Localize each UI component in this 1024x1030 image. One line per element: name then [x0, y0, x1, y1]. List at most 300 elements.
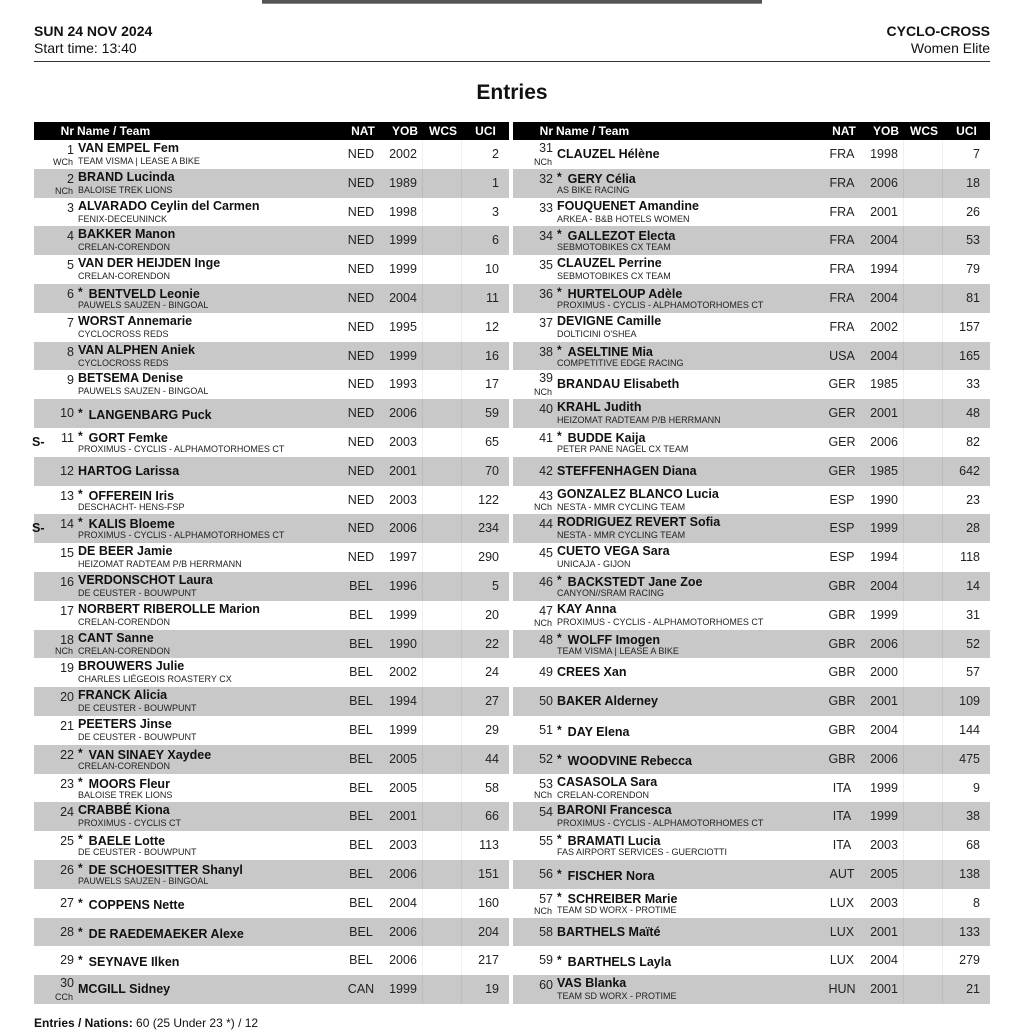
rider-name: BARTHELS Maïté — [557, 924, 661, 939]
u23-marker: * — [557, 953, 562, 968]
cell-yob: 2005 — [384, 745, 423, 774]
col-header-name-team: Name / Team — [556, 124, 630, 138]
cell-wcs — [423, 140, 462, 169]
bib-number: 56 — [539, 866, 553, 881]
title-holder-badge: NCh — [54, 185, 73, 196]
rider-name-line — [557, 775, 657, 789]
cell-wcs — [904, 975, 943, 1004]
cell-yob: 2001 — [865, 687, 904, 716]
rider-name: BACKSTEDT Jane Zoe — [567, 574, 703, 589]
table-row — [34, 428, 509, 457]
cell-uci: 10 — [485, 262, 499, 277]
table-row — [34, 687, 509, 716]
discipline: CYCLO-CROSS — [886, 23, 990, 39]
rider-name-line — [557, 487, 719, 501]
cell-nat: NED — [347, 463, 375, 478]
cell-name-team — [74, 687, 338, 716]
cell-uci: 9 — [973, 780, 980, 795]
rider-name: VAN ALPHEN Aniek — [78, 342, 195, 357]
entries-table-left — [34, 122, 509, 1004]
table-row — [513, 370, 990, 399]
cell-nr — [34, 716, 74, 745]
cell-nat: LUX — [829, 895, 855, 910]
cell-uci: 133 — [959, 924, 980, 939]
cell-name-team — [553, 169, 819, 198]
cell-yob: 1998 — [865, 140, 904, 169]
entries-table-right — [513, 122, 990, 1004]
cell-nr — [513, 889, 553, 918]
page-title: Entries — [476, 81, 548, 104]
cell-name-team — [553, 198, 819, 227]
cell-nat: LUX — [829, 924, 855, 939]
cell-wcs — [904, 313, 943, 342]
cell-nat: NED — [347, 147, 375, 161]
col-header-nr: Nr — [539, 124, 553, 138]
cell-nr — [34, 630, 74, 659]
cell-yob: 1994 — [865, 543, 904, 572]
u23-marker: * — [78, 924, 83, 939]
bib-number: 24 — [60, 805, 74, 820]
cell-yob: 2005 — [384, 774, 423, 803]
rider-name-line — [557, 832, 661, 848]
rider-name-line — [78, 602, 260, 616]
cell-name-team — [553, 457, 819, 486]
cell-wcs — [904, 169, 943, 198]
cell-yob: 1997 — [384, 543, 423, 572]
cell-nr — [513, 514, 553, 543]
cell-nat: NED — [347, 492, 375, 507]
col-header-wcs: WCS — [429, 124, 457, 138]
cell-wcs — [904, 918, 943, 947]
team-name: CYCLOCROSS REDS — [78, 357, 169, 368]
cell-yob: 2003 — [384, 428, 423, 457]
cell-wcs — [904, 745, 943, 774]
cell-yob: 2003 — [865, 831, 904, 860]
cell-yob: 2006 — [865, 630, 904, 659]
cell-wcs — [423, 918, 462, 947]
team-name: HEIZOMAT RADTEAM P/B HERRMANN — [557, 415, 721, 426]
table-row — [513, 140, 990, 169]
bib-number: 36 — [539, 286, 553, 301]
rider-name: VAS Blanka — [557, 976, 627, 991]
cell-name-team — [74, 313, 338, 342]
cell-wcs — [904, 889, 943, 918]
u23-marker: * — [557, 342, 562, 357]
cell-nat: GER — [828, 377, 856, 392]
rider-name: FOUQUENET Amandine — [557, 198, 699, 213]
cell-yob: 2004 — [384, 889, 423, 918]
team-name: SEBMOTOBIKES CX TEAM — [557, 271, 671, 282]
cell-uci: 6 — [492, 233, 499, 248]
cell-nr — [34, 802, 74, 831]
cell-yob: 1999 — [865, 774, 904, 803]
rider-name-line — [557, 890, 677, 906]
table-body — [34, 140, 509, 1004]
cell-wcs — [904, 601, 943, 630]
cell-uci: 48 — [966, 406, 980, 421]
cell-nat: ITA — [832, 838, 852, 853]
cell-uci: 19 — [485, 982, 499, 997]
rider-name-line — [557, 199, 699, 213]
rider-name: DE BEER Jamie — [78, 544, 173, 559]
team-name: TEAM VISMA | LEASE A BIKE — [557, 645, 679, 656]
cell-nat: NED — [347, 406, 375, 421]
rider-name-line — [78, 775, 170, 791]
bib-number: 22 — [60, 747, 74, 762]
cell-uci: 165 — [959, 348, 980, 363]
cell-name-team — [553, 745, 819, 774]
team-name: PROXIMUS - CYCLIS - ALPHAMOTORHOMES CT — [557, 299, 764, 310]
cell-yob: 1994 — [865, 255, 904, 284]
team-name: PAUWELS SAUZEN - BINGOAL — [78, 299, 209, 310]
cell-yob: 2004 — [865, 946, 904, 975]
cell-nr — [513, 342, 553, 371]
cell-wcs — [904, 687, 943, 716]
rider-name: BETSEMA Denise — [78, 371, 184, 386]
team-name: DE CEUSTER - BOUWPUNT — [78, 703, 197, 714]
bib-number: 48 — [539, 632, 553, 647]
cell-uci: 29 — [485, 722, 499, 737]
cell-uci: 109 — [959, 694, 980, 709]
u23-marker: * — [557, 722, 562, 737]
cell-nr — [513, 226, 553, 255]
rider-name: BARTHELS Layla — [567, 955, 672, 970]
team-name: FAS AIRPORT SERVICES - GUERCIOTTI — [557, 847, 728, 858]
cell-yob: 1993 — [384, 370, 423, 399]
bib-number: 40 — [539, 402, 553, 417]
team-name: PAUWELS SAUZEN - BINGOAL — [78, 875, 209, 886]
cell-yob: 2006 — [384, 918, 423, 947]
rider-name: GORT Femke — [88, 430, 168, 445]
team-name: AS BIKE RACING — [557, 184, 630, 195]
cell-name-team — [74, 745, 338, 774]
cell-name-team — [553, 428, 819, 457]
cell-name-team — [553, 284, 819, 313]
rider-name: KALIS Bloeme — [88, 517, 175, 532]
cell-nr — [513, 860, 553, 889]
cell-name-team — [553, 342, 819, 371]
title-holder-badge: NCh — [533, 502, 552, 513]
start-time: Start time: 13:40 — [34, 40, 137, 56]
cell-nat: BEL — [349, 722, 373, 737]
cell-uci: 18 — [966, 175, 980, 190]
col-header-nr: Nr — [60, 124, 74, 138]
cell-wcs — [423, 601, 462, 630]
cell-wcs — [904, 399, 943, 428]
cell-name-team — [553, 313, 819, 342]
rider-name-line — [557, 946, 819, 975]
title-holder-badge: NCh — [533, 790, 552, 801]
cell-name-team — [74, 140, 338, 169]
cell-name-team — [553, 975, 819, 1004]
cell-uci: 290 — [478, 550, 499, 565]
rider-name: CASASOLA Sara — [557, 774, 658, 789]
title-holder-badge: NCh — [533, 387, 552, 398]
cell-wcs — [904, 226, 943, 255]
cell-nat: BEL — [349, 866, 373, 881]
rider-name: OFFEREIN Iris — [88, 488, 175, 503]
cell-nat: GBR — [828, 665, 856, 680]
cell-yob: 2003 — [865, 889, 904, 918]
bib-number: 16 — [60, 574, 74, 589]
cell-wcs — [904, 457, 943, 486]
rider-name: COPPENS Nette — [88, 897, 185, 912]
cell-uci: 24 — [485, 665, 499, 680]
rider-name-line — [78, 544, 172, 558]
bib-number: 20 — [60, 690, 74, 705]
rider-name-line — [557, 687, 819, 716]
rider-name: RODRIGUEZ REVERT Sofia — [557, 515, 721, 530]
cell-yob: 1998 — [384, 198, 423, 227]
cell-yob: 1999 — [384, 601, 423, 630]
team-name: SEBMOTOBIKES CX TEAM — [557, 242, 671, 253]
table-row — [34, 370, 509, 399]
rider-name-line — [557, 544, 670, 558]
bib-number: 17 — [60, 603, 74, 618]
rider-name: BENTVELD Leonie — [88, 286, 200, 301]
u23-marker: * — [557, 227, 562, 242]
event-date-block — [34, 23, 152, 57]
team-name: CYCLOCROSS REDS — [78, 328, 169, 339]
rider-name-line — [557, 976, 626, 990]
bib-number: 23 — [60, 776, 74, 791]
cell-yob: 1995 — [384, 313, 423, 342]
col-header-nat: NAT — [351, 124, 375, 138]
cell-wcs — [904, 198, 943, 227]
rider-name-line — [557, 370, 819, 399]
cell-wcs — [904, 860, 943, 889]
team-name: HEIZOMAT RADTEAM P/B HERRMANN — [78, 559, 242, 570]
table-row — [513, 716, 990, 745]
rider-name-line — [78, 746, 211, 762]
cell-name-team — [553, 601, 819, 630]
cell-nr — [34, 514, 74, 543]
rider-name: VERDONSCHOT Laura — [78, 572, 213, 587]
rider-name: BAKKER Manon — [78, 227, 176, 242]
team-name: PROXIMUS - CYCLIS - ALPHAMOTORHOMES CT — [78, 530, 285, 541]
rider-name: GALLEZOT Electa — [567, 229, 676, 244]
team-name: NESTA - MMR CYCLING TEAM — [557, 501, 686, 512]
table-row — [513, 918, 990, 947]
rider-name: BRAMATI Lucia — [567, 834, 661, 849]
cell-uci: 21 — [966, 982, 980, 997]
rider-name-line — [557, 631, 660, 647]
table-row — [34, 946, 509, 975]
cell-nr — [34, 918, 74, 947]
cell-uci: 38 — [966, 809, 980, 824]
cell-nr — [34, 975, 74, 1004]
team-name: DOLTICINI O'SHEA — [557, 328, 637, 339]
cell-nat: GER — [828, 463, 856, 478]
title-holder-badge: NCh — [533, 156, 552, 167]
cell-nr — [34, 140, 74, 169]
bib-number: 33 — [539, 200, 553, 215]
cell-name-team — [553, 802, 819, 831]
cell-nat: BEL — [349, 924, 373, 939]
table-row — [513, 889, 990, 918]
cell-name-team — [74, 342, 338, 371]
cell-nat: LUX — [829, 953, 855, 968]
bib-number: 9 — [67, 373, 74, 388]
u23-marker: * — [557, 751, 562, 766]
u23-marker: * — [78, 515, 83, 530]
title-holder-badge: CCh — [54, 991, 73, 1002]
cell-nat: GBR — [828, 607, 856, 622]
bib-number: 12 — [60, 463, 74, 478]
cell-nr — [513, 802, 553, 831]
rider-name: WORST Annemarie — [78, 313, 193, 328]
team-name: PROXIMUS - CYCLIS - ALPHAMOTORHOMES CT — [78, 443, 285, 454]
cell-wcs — [904, 342, 943, 371]
cell-uci: 5 — [492, 578, 499, 593]
cell-wcs — [423, 802, 462, 831]
table-row — [513, 572, 990, 601]
col-header-yob: YOB — [872, 124, 899, 138]
rider-name-line — [78, 256, 220, 270]
cell-name-team — [553, 946, 819, 975]
table-row — [513, 745, 990, 774]
bib-number: 31 — [539, 141, 553, 155]
cell-wcs — [423, 169, 462, 198]
bib-number: 13 — [60, 488, 74, 503]
cell-name-team — [74, 716, 338, 745]
cell-name-team — [74, 226, 338, 255]
cell-nr — [513, 831, 553, 860]
rider-name-line — [78, 832, 165, 848]
rider-name: GERY Célia — [567, 171, 636, 186]
cell-nat: FRA — [829, 147, 855, 161]
cell-name-team — [74, 457, 338, 486]
cell-name-team — [553, 774, 819, 803]
cell-uci: 31 — [966, 607, 980, 622]
cell-name-team — [553, 140, 819, 169]
rider-name: FRANCK Alicia — [78, 688, 168, 703]
cell-name-team — [553, 399, 819, 428]
rider-name: CRABBÉ Kiona — [78, 803, 170, 818]
cell-uci: 279 — [959, 953, 980, 968]
rider-name-line — [557, 170, 636, 186]
cell-wcs — [904, 946, 943, 975]
table-row — [513, 399, 990, 428]
cell-nat: GBR — [828, 722, 856, 737]
cell-yob: 2003 — [384, 831, 423, 860]
table-row — [34, 543, 509, 572]
team-name: NESTA - MMR CYCLING TEAM — [557, 530, 686, 541]
u23-marker: * — [557, 866, 562, 881]
cell-yob: 2001 — [865, 399, 904, 428]
cell-nat: BEL — [349, 780, 373, 795]
cell-nat: ITA — [832, 780, 852, 795]
cell-nat: BEL — [349, 578, 373, 593]
u23-marker: * — [78, 486, 83, 501]
cell-name-team — [74, 428, 338, 457]
rider-name-line — [557, 658, 819, 687]
cell-wcs — [904, 572, 943, 601]
cell-nr — [34, 457, 74, 486]
rider-name-line — [557, 314, 661, 328]
cell-nr — [34, 486, 74, 515]
rider-name: DE RAEDEMAEKER Alexe — [88, 926, 244, 941]
cell-nat: ITA — [832, 809, 852, 824]
cell-wcs — [904, 284, 943, 313]
rider-name-line — [78, 918, 338, 947]
cell-nat: NED — [347, 434, 375, 449]
cell-name-team — [553, 658, 819, 687]
rider-name: KAY Anna — [557, 601, 617, 616]
rider-name: DE SCHOESITTER Shanyl — [88, 862, 243, 877]
cell-nat: BEL — [349, 636, 373, 651]
table-row — [34, 226, 509, 255]
cell-uci: 57 — [966, 665, 980, 680]
rider-name: CLAUZEL Hélène — [557, 147, 660, 161]
bib-number: 25 — [60, 834, 74, 849]
team-name: DE CEUSTER - BOUWPUNT — [78, 731, 197, 742]
cell-nr — [513, 658, 553, 687]
bib-number: 10 — [60, 406, 74, 421]
team-name: PROXIMUS - CYCLIS CT — [78, 818, 182, 829]
rider-name: DAY Elena — [567, 724, 630, 739]
cell-wcs — [423, 687, 462, 716]
cell-wcs — [423, 370, 462, 399]
u23-marker: * — [78, 774, 83, 789]
rider-name: ASELTINE Mia — [567, 344, 653, 359]
cell-uci: 81 — [966, 290, 980, 305]
table-row — [513, 601, 990, 630]
u23-marker: * — [557, 428, 562, 443]
team-name: TEAM SD WORX - PROTIME — [557, 904, 677, 915]
table-row — [34, 716, 509, 745]
cell-uci: 7 — [973, 147, 980, 161]
rider-name-line — [78, 285, 200, 301]
cell-nr — [34, 198, 74, 227]
cell-uci: 59 — [485, 406, 499, 421]
cell-nr — [513, 630, 553, 659]
rider-name: VAN SINAEY Xaydee — [88, 747, 212, 762]
cell-wcs — [423, 745, 462, 774]
cell-nat: BEL — [349, 953, 373, 968]
cell-wcs — [423, 457, 462, 486]
cell-uci: 2 — [492, 147, 499, 161]
cell-nat: USA — [829, 348, 855, 363]
rider-name-line — [78, 371, 183, 385]
bib-number: 28 — [60, 924, 74, 939]
cell-uci: 157 — [959, 319, 980, 334]
title-holder-badge: WCh — [53, 156, 73, 167]
cell-nr — [513, 169, 553, 198]
bib-number: 60 — [539, 978, 553, 993]
cell-nr — [34, 342, 74, 371]
rider-name-line — [78, 573, 213, 587]
cell-uci: 33 — [966, 377, 980, 392]
cell-name-team — [74, 169, 338, 198]
cell-wcs — [423, 860, 462, 889]
table-row — [513, 946, 990, 975]
table-row — [34, 774, 509, 803]
bib-number: 1 — [67, 143, 74, 157]
cell-uci: 204 — [478, 924, 499, 939]
team-name: DE CEUSTER - BOUWPUNT — [78, 587, 197, 598]
cell-nat: BEL — [349, 809, 373, 824]
rider-name: BAELE Lotte — [88, 834, 166, 849]
cell-name-team — [553, 370, 819, 399]
bib-number: 55 — [539, 834, 553, 849]
u23-marker: * — [78, 895, 83, 910]
cell-uci: 68 — [966, 838, 980, 853]
cell-wcs — [904, 831, 943, 860]
cell-yob: 1999 — [384, 255, 423, 284]
bib-number: 41 — [539, 430, 553, 445]
bib-number: 58 — [539, 924, 553, 939]
